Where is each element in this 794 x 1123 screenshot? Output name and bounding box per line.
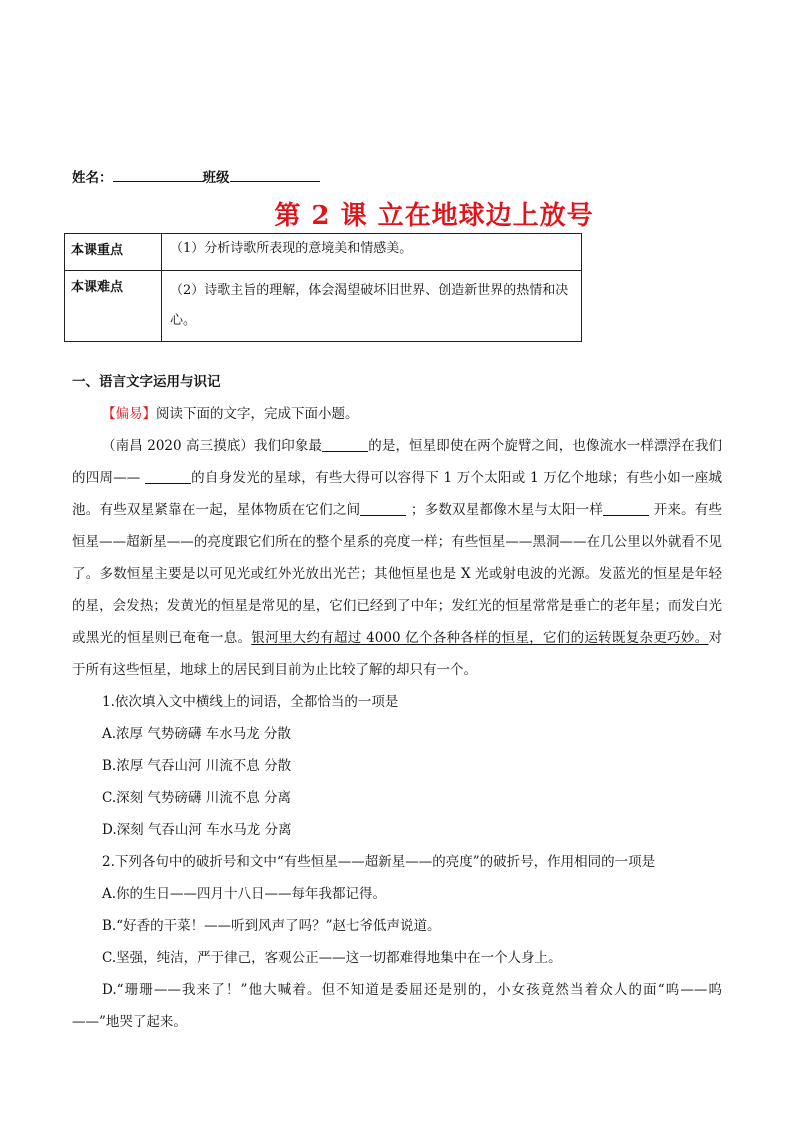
class-blank[interactable] bbox=[230, 169, 320, 182]
key-text: （2）诗歌主旨的理解，体会渴望破坏旧世界、创造新世界的热情和决心。 bbox=[162, 271, 582, 342]
lesson-title: 第 2 课 立在地球边上放号 bbox=[274, 201, 594, 231]
passage bbox=[72, 430, 722, 686]
answer-option[interactable]: A.你的生日——四月十八日——每年我都记得。 bbox=[102, 886, 387, 902]
key-text: （1）分析诗歌所表现的意境美和情感美。 bbox=[162, 234, 582, 271]
underlined-sentence: 银河里大约有超过 4000 亿个各种各样的恒星，它们的运转既复杂更巧妙。 bbox=[251, 630, 709, 646]
passage-text: 对于所有这些恒星，地球上的居民到目前为止比较了解的却只有一个。 bbox=[72, 630, 722, 678]
fill-blank[interactable] bbox=[322, 437, 368, 452]
intro-line bbox=[72, 398, 722, 430]
answer-option[interactable]: A.浓厚 气势磅礴 车水马龙 分散 bbox=[102, 726, 291, 742]
answer-option[interactable]: C.深刻 气势磅礴 川流不息 分离 bbox=[102, 790, 292, 806]
intro-text: 阅读下面的文字，完成下面小题。 bbox=[156, 406, 359, 422]
answer-option[interactable]: B.“好香的干菜！——听到风声了吗？”赵七爷低声说道。 bbox=[102, 918, 441, 934]
key-row-focus bbox=[65, 234, 582, 271]
passage-text: （南昌 2020 高三摸底）我们印象最 bbox=[102, 438, 323, 454]
question-stem: 1.依次填入文中横线上的词语，全都恰当的一项是 bbox=[102, 694, 399, 710]
key-points-table bbox=[64, 233, 582, 342]
key-row-difficulty bbox=[65, 271, 582, 342]
passage-text: 开来。有些恒星——超新星——的亮度跟它们所在的整个星系的亮度一样；有些恒星——黑洞——在几公里以外就看不见了。多数恒星主要是以可见光或红外光放出光芒；其他恒星也是 X 光或射电波的光源。发蓝光的恒星是年轻的星，会发热；发黄光的恒星是常见的星，它们已经到了中年；发红光的恒星常常是垂亡的老年星；而发白光或黑光的恒星则已奄奄一息。 bbox=[72, 502, 723, 646]
fill-blank[interactable] bbox=[603, 501, 649, 516]
passage-text: ；多数双星都像木星与太阳一样 bbox=[410, 502, 604, 518]
key-label: 本课重点 bbox=[65, 234, 162, 271]
fill-blank[interactable] bbox=[360, 501, 406, 516]
name-label: 姓名： bbox=[72, 170, 113, 186]
answer-option[interactable]: B.浓厚 气吞山河 川流不息 分散 bbox=[102, 758, 292, 774]
answer-option[interactable]: D.“珊珊——我来了！”他大喊着。但不知道是委屈还是别的，小女孩竟然当着众人的面“呜——呜——”地哭了起来。 bbox=[72, 982, 722, 1030]
answer-option[interactable]: C.坚强，纯洁，严于律己，客观公正——这一切都难得地集中在一个人身上。 bbox=[102, 950, 562, 966]
question-stem: 2.下列各句中的破折号和文中“有些恒星——超新星——的亮度”的破折号，作用相同的一项是 bbox=[102, 854, 656, 870]
passage-text: 的是，恒星即使在两个旋臂之间，也像流水一样漂浮在我们的四周—— bbox=[72, 438, 722, 486]
name-class-line bbox=[72, 166, 320, 186]
key-label: 本课难点 bbox=[65, 271, 162, 342]
section-title: 一、语言文字运用与识记 bbox=[72, 374, 221, 390]
passage-text: 的自身发光的星球，有些大得可以容得下 1 万个太阳或 1 万亿个地球；有些小如一座城池。有些双星紧靠在一起，星体物质在它们之间 bbox=[72, 470, 722, 518]
name-blank[interactable] bbox=[113, 169, 203, 182]
question-content bbox=[72, 398, 722, 1038]
difficulty-tag: 【偏易】 bbox=[102, 406, 156, 422]
answer-option[interactable]: D.深刻 气吞山河 车水马龙 分离 bbox=[102, 822, 292, 838]
fill-blank[interactable] bbox=[145, 469, 191, 484]
class-label: 班级 bbox=[202, 170, 230, 186]
